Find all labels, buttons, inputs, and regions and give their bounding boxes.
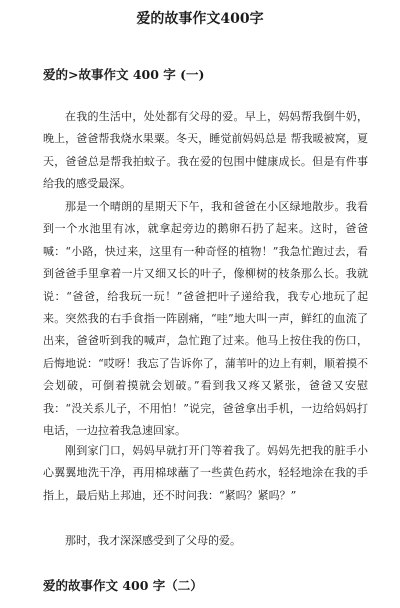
section-heading-1: 爱的>故事作文 400 字 (一) [43,67,205,82]
document-title: 爱的故事作文400字 [136,11,264,27]
paragraph-4: 那时，我才深深感受到了父母的爱。 [65,534,241,547]
section-heading-2: 爱的故事作文 400 字（二） [43,578,203,593]
paragraph-2: 那是一个晴朗的星期天下午，我和爸爸在小区绿地散步。我看到一个水池里有冰，就拿起旁边的鹅卵石扔了起来。这时，爸爸喊：“小路，快过来，这里有一种奇怪的植物！”我急忙跑过去，看到爸爸手里拿着一片又细又长的叶子，像柳树的枝条那么长。我就说：“爸爸，给我玩一玩！”爸爸把叶子递给我，我专心地玩了起来。突然我的右手食指一阵剧痛，“哇”地大叫一声，鲜红的血流了出来，爸爸听到我的喊声，急忙跑了过来。他马上按住我的伤口，后悔地说：“哎呀！我忘了告诉你了，蒲苇叶的边上有刺，顺着摸不会划破，可倒着摸就会划破。”看到我又疼又紧张，爸爸又安慰我：“没关系儿子，不用怕！”说完，爸爸拿出手机，一边给妈妈打电话，一边拉着我急速回家。 [43,200,368,438]
paragraph-3: 刚到家门口，妈妈早就打开门等着我了。妈妈先把我的脏手小心翼翼地洗干净，再用棉球蘸了一些黄色药水，轻轻地涂在我的手指上，最后贴上邦迪，还不时问我：“紧吗？紧吗？” [43,444,368,502]
paragraph-1: 在我的生活中，处处都有父母的爱。早上，妈妈帮我倒牛奶，晚上，爸爸帮我烧水果粟。冬天，睡觉前妈妈总是 帮我暖被窝，夏天，爸爸总是帮我拍蚊子。我在爱的包围中健康成长。但是有件事给我的感受最深。 [43,110,368,191]
